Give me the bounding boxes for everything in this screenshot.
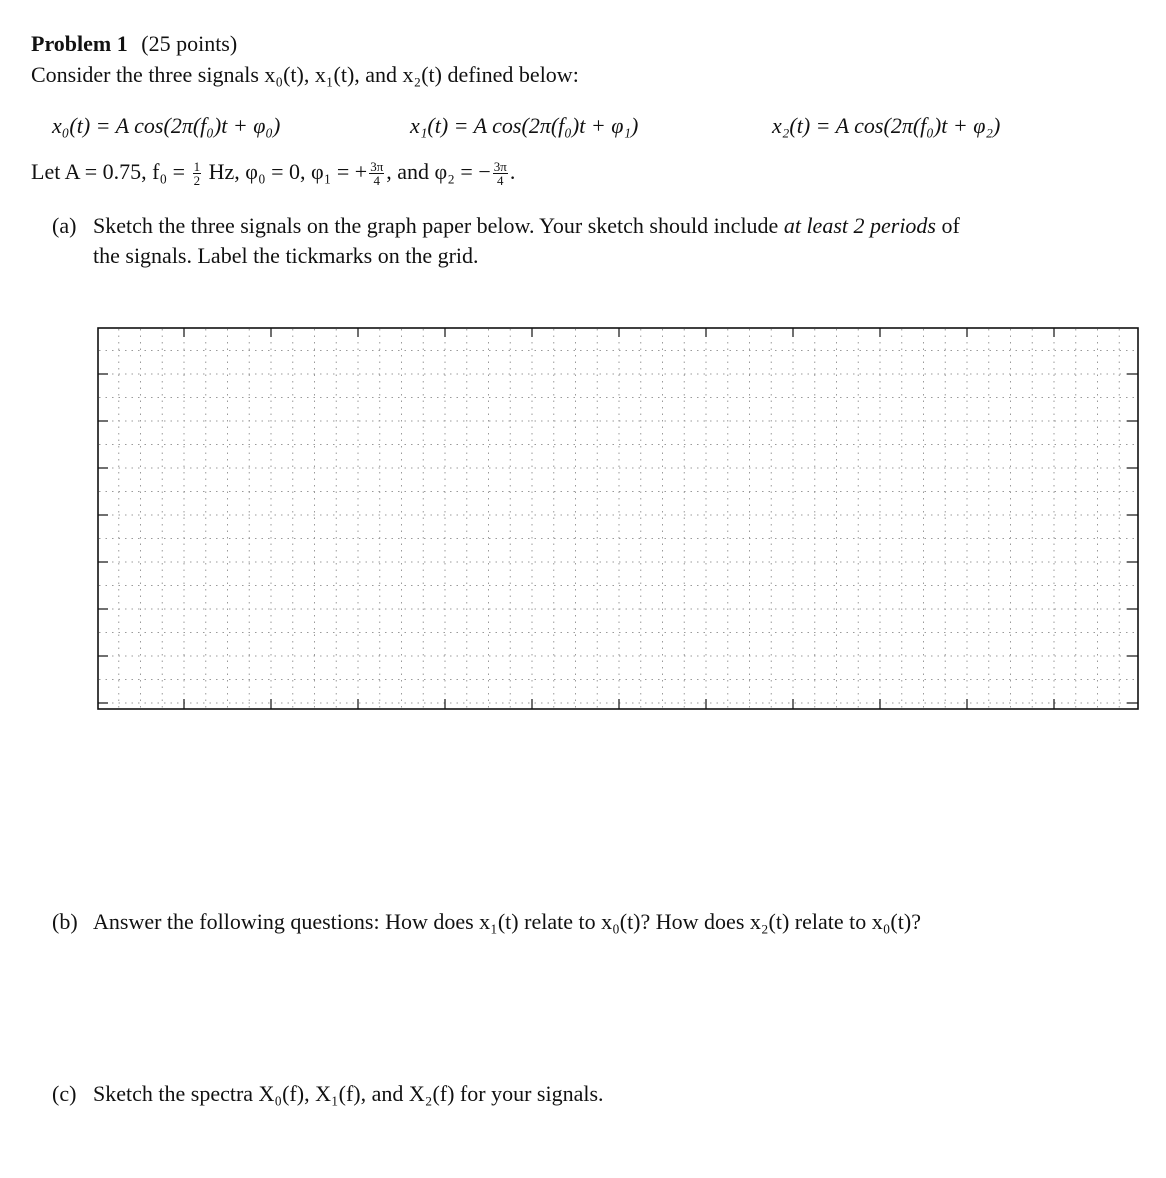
problem-points: (25 points) (141, 31, 238, 56)
part-c-label: (c) (52, 1081, 77, 1106)
graph-paper-grid[interactable] (97, 327, 1140, 711)
f0-numerator: 1 (193, 159, 201, 175)
phi1-fraction (369, 160, 384, 187)
problem-title: Problem 1 (31, 31, 128, 56)
part-a-text-line2: the signals. Label the tickmarks on the grid. (93, 243, 479, 268)
f0-denominator: 2 (193, 173, 201, 189)
parameters-line (31, 158, 515, 187)
f0-fraction (193, 160, 202, 187)
params-and: , and φ₂ = − (386, 159, 491, 184)
params-end: . (509, 159, 516, 184)
part-a-emphasis: at least 2 periods (783, 213, 936, 238)
grid-tickmarks (98, 328, 1138, 709)
part-c-text: Sketch the spectra X₀(f), X₁(f), and X₂(f) for your signals. (93, 1081, 604, 1106)
part-b-text: Answer the following questions: How does x₁(t) relate to x₀(t)? How does x₂(t) relate to x₀(t)? (93, 909, 921, 934)
equation-x2: x₂(t) = A cos(2π(f₀)t + φ₂) (772, 113, 1001, 138)
part-a-text-line1 (93, 212, 960, 240)
phi2-numerator: 3π (493, 159, 507, 175)
phi1-denominator: 4 (373, 173, 380, 189)
params-mid: Hz, φ₀ = 0, φ₁ = + (203, 159, 368, 184)
graph-border (98, 328, 1138, 709)
phi2-fraction (493, 160, 508, 187)
problem-header (31, 30, 237, 58)
params-prefix: Let A = 0.75, f₀ = (31, 159, 191, 184)
problem-intro: Consider the three signals x₀(t), x₁(t), and x₂(t) defined below: (31, 62, 579, 87)
equation-x1: x₁(t) = A cos(2π(f₀)t + φ₁) (410, 113, 639, 138)
phi1-numerator: 3π (370, 159, 384, 175)
part-a-text-after: of (936, 213, 960, 238)
phi2-denominator: 4 (497, 173, 504, 189)
part-a-label: (a) (52, 213, 77, 238)
part-b-label: (b) (52, 909, 78, 934)
equation-x0: x₀(t) = A cos(2π(f₀)t + φ₀) (52, 113, 281, 138)
part-a-text-before: Sketch the three signals on the graph paper below. Your sketch should include (93, 213, 784, 238)
grid-dotted-lines (99, 329, 1137, 708)
